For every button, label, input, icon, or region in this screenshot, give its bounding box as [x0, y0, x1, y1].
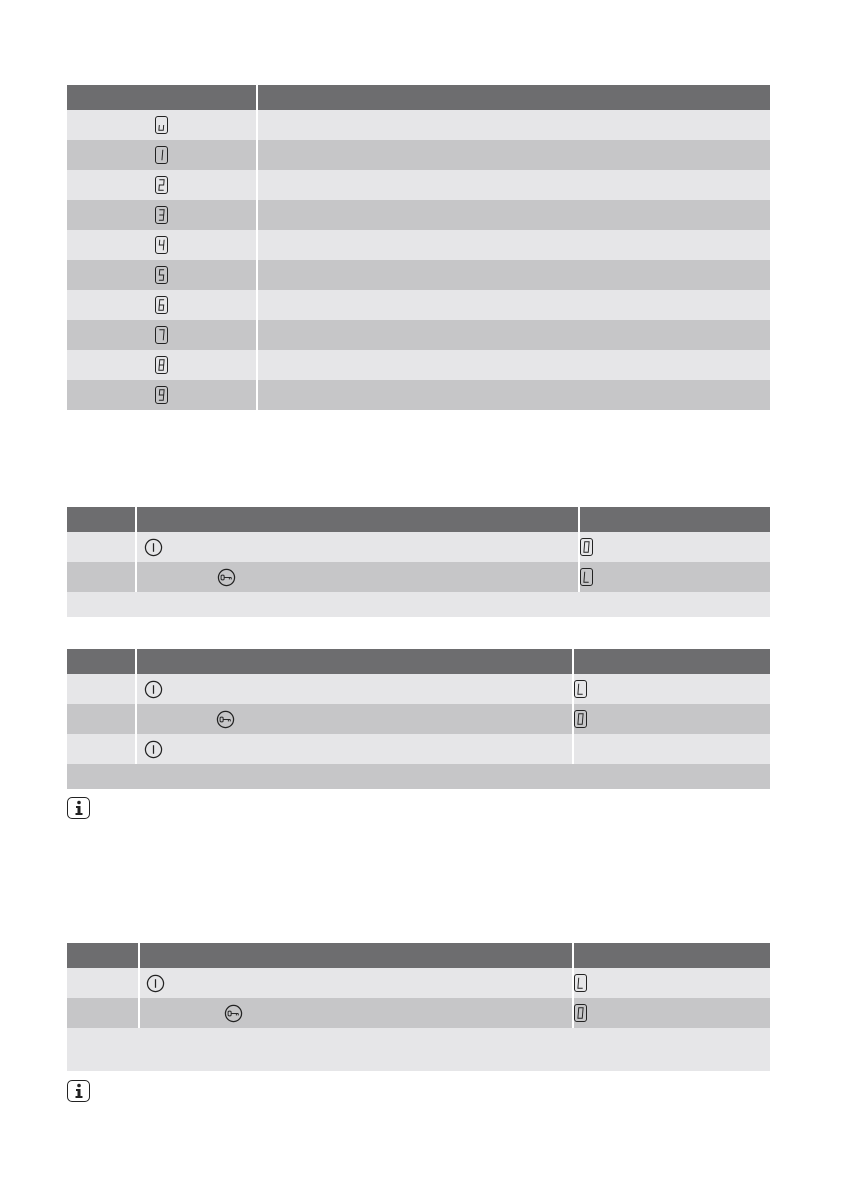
- table-row: [67, 260, 770, 290]
- digit-0-icon: [574, 1004, 587, 1022]
- table-row: [67, 110, 770, 140]
- table-row: [67, 562, 770, 592]
- digit-7-icon: [155, 326, 168, 344]
- table-row: [67, 998, 770, 1028]
- heat-setting-cell: [67, 110, 258, 140]
- onoff-icon: [146, 974, 165, 993]
- lock-icon: [224, 1004, 243, 1023]
- heat-setting-cell: [67, 320, 258, 350]
- digit-0-icon: [580, 538, 593, 556]
- table-row: [67, 290, 770, 320]
- table-row: [67, 320, 770, 350]
- heat-setting-cell: [67, 380, 258, 410]
- digit-4-icon: [155, 236, 168, 254]
- digit-u-icon: [155, 116, 168, 134]
- table-note-row: [67, 592, 770, 617]
- digit-l-icon: [580, 568, 593, 586]
- lock-icon: [217, 568, 236, 587]
- lock-table-1: [67, 507, 770, 617]
- table-header: [67, 507, 770, 532]
- usage-cell: [258, 110, 770, 140]
- table-header: [67, 649, 770, 674]
- heat-setting-cell: [67, 170, 258, 200]
- info-icon: [67, 797, 90, 819]
- digit-2-icon: [155, 176, 168, 194]
- onoff-icon: [144, 538, 163, 557]
- digit-6-icon: [155, 296, 168, 314]
- header-cell: [67, 85, 258, 110]
- heat-setting-cell: [67, 200, 258, 230]
- lock-table-3: [67, 943, 770, 1071]
- table-row: [67, 704, 770, 734]
- digit-5-icon: [155, 266, 168, 284]
- usage-cell: [258, 170, 770, 200]
- usage-cell: [258, 230, 770, 260]
- usage-cell: [258, 380, 770, 410]
- heat-setting-cell: [67, 230, 258, 260]
- digit-0-icon: [574, 710, 587, 728]
- digit-l-icon: [574, 974, 587, 992]
- table-row: [67, 380, 770, 410]
- usage-cell: [258, 140, 770, 170]
- table-row: [67, 200, 770, 230]
- usage-cell: [258, 320, 770, 350]
- onoff-icon: [144, 740, 163, 759]
- table-row: [67, 968, 770, 998]
- usage-cell: [258, 260, 770, 290]
- table-header: [67, 85, 770, 110]
- table-row: [67, 350, 770, 380]
- heat-setting-cell: [67, 290, 258, 320]
- heat-settings-table: [67, 85, 770, 410]
- header-cell: [258, 85, 770, 110]
- table-row: [67, 230, 770, 260]
- digit-8-icon: [155, 356, 168, 374]
- digit-1-icon: [155, 146, 168, 164]
- table-row: [67, 532, 770, 562]
- table-row: [67, 170, 770, 200]
- table-note-row: [67, 1028, 770, 1071]
- usage-cell: [258, 290, 770, 320]
- usage-cell: [258, 200, 770, 230]
- lock-table-2: [67, 649, 770, 789]
- info-icon: [67, 1080, 90, 1102]
- digit-l-icon: [574, 680, 587, 698]
- table-row: [67, 674, 770, 704]
- digit-9-icon: [155, 386, 168, 404]
- digit-3-icon: [155, 206, 168, 224]
- table-header: [67, 943, 770, 968]
- heat-setting-cell: [67, 260, 258, 290]
- heat-setting-cell: [67, 350, 258, 380]
- table-note-row: [67, 764, 770, 789]
- table-row: [67, 140, 770, 170]
- usage-cell: [258, 350, 770, 380]
- table-row: [67, 734, 770, 764]
- lock-icon: [216, 710, 235, 729]
- heat-setting-cell: [67, 140, 258, 170]
- onoff-icon: [144, 680, 163, 699]
